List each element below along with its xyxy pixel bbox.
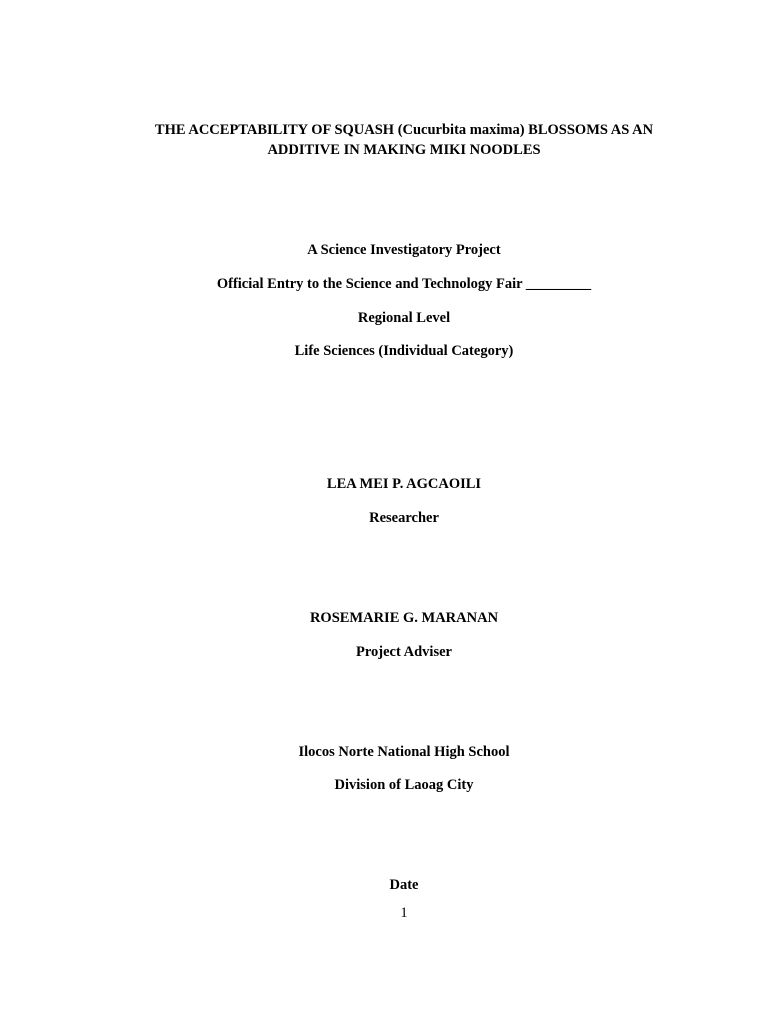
title-line-1: THE ACCEPTABILITY OF SQUASH (Cucurbita maxima) BLOSSOMS AS AN (154, 122, 654, 138)
researcher-role: Researcher (369, 510, 439, 526)
division-name: Division of Laoag City (334, 777, 474, 793)
project-category: Life Sciences (Individual Category) (294, 343, 514, 359)
page-number: 1 (400, 905, 408, 921)
researcher-name: LEA MEI P. AGCAOILI (326, 476, 482, 492)
adviser-name: ROSEMARIE G. MARANAN (309, 610, 499, 626)
project-type: A Science Investigatory Project (307, 242, 501, 258)
adviser-role: Project Adviser (356, 644, 452, 660)
date-label: Date (389, 877, 419, 893)
official-entry: Official Entry to the Science and Technology Fair _________ (216, 276, 592, 292)
title-line-2: ADDITIVE IN MAKING MIKI NOODLES (267, 142, 541, 158)
competition-level: Regional Level (357, 310, 451, 326)
school-name: Ilocos Norte National High School (298, 744, 510, 760)
